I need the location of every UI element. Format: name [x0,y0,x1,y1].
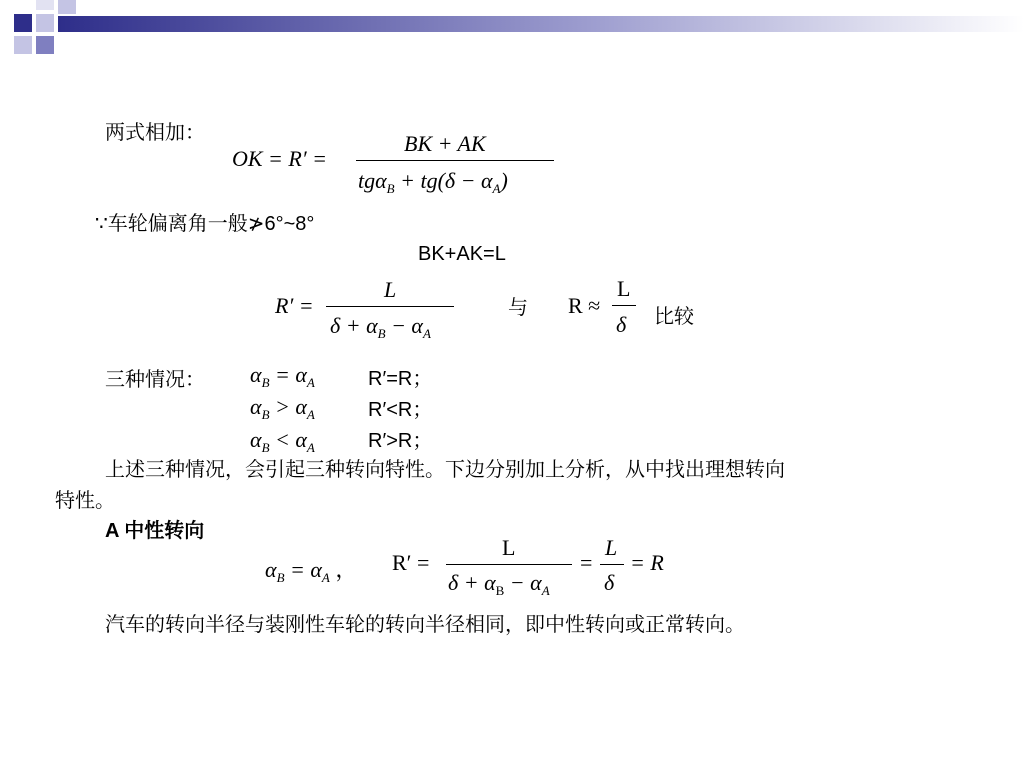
eq3-denominator: $\delta + \alpha_B - \alpha_A$ [448,570,550,598]
eq3-lhs: R′ = [392,550,430,575]
eq2-right-numerator: L [617,276,631,301]
compare-label: 比较 [654,304,694,328]
header-decoration [0,0,1024,62]
case-2-result: R′<R； [368,399,433,421]
eq2-lhs: R′ = [275,293,314,318]
eq2-fraction-bar [326,306,454,307]
eq2-right-fraction-bar [612,305,636,306]
not-greater-symbol: ≯ [247,211,265,235]
case-3-condition: $\alpha_B < \alpha_A$ [250,427,315,455]
eq2-denominator: $\delta + \alpha_B - \alpha_A$ [330,313,431,341]
eq2-right-denominator: δ [616,312,627,337]
eq1-fraction-bar [356,160,554,161]
eq1-numerator: BK + AK [404,131,486,156]
paragraph-1-line-2: 特性。 [55,488,115,512]
eq3-right-numerator: L [605,535,618,560]
cases-label: 三种情况： [105,367,205,391]
eq3-numerator: L [502,535,516,560]
paragraph-2: 汽车的转向半径与装刚性车轮的转向半径相同，即中性转向或正常转向。 [105,612,745,636]
bk-ak-equation: BK+AK=L [418,243,506,265]
because-symbol: ∵ [95,211,108,235]
eq3-right-denominator: δ [604,570,615,595]
eq2-numerator: L [384,277,397,302]
eq3-condition: $\alpha_B = \alpha_A$ ， [265,557,358,585]
with-label: 与 [508,295,528,319]
sum-label: 两式相加： [105,120,205,144]
eq3-fraction-bar [446,564,572,565]
eq2-r-approx: R ≈ [568,293,601,318]
wheel-slip-note: ∵车轮偏离角一般≯6°~8° [95,211,315,235]
section-a-title: A 中性转向 [105,520,205,542]
case-1-result: R′=R； [368,368,433,390]
eq1-denominator: $tg\alpha_B + tg(\delta - \alpha_A)$ [358,168,508,196]
eq3-equals: = [580,550,593,575]
paragraph-1-line-1: 上述三种情况，会引起三种转向特性。下边分别加上分析，从中找出理想转向 [105,457,785,481]
case-3-result: R′>R； [368,430,433,452]
case-1-condition: $\alpha_B = \alpha_A$ [250,362,315,390]
eq1-lhs: OK = R′ = [232,146,328,171]
eq3-right-fraction-bar [600,564,624,565]
case-2-condition: $\alpha_B > \alpha_A$ [250,394,315,422]
eq3-rhs: = R [630,550,664,575]
